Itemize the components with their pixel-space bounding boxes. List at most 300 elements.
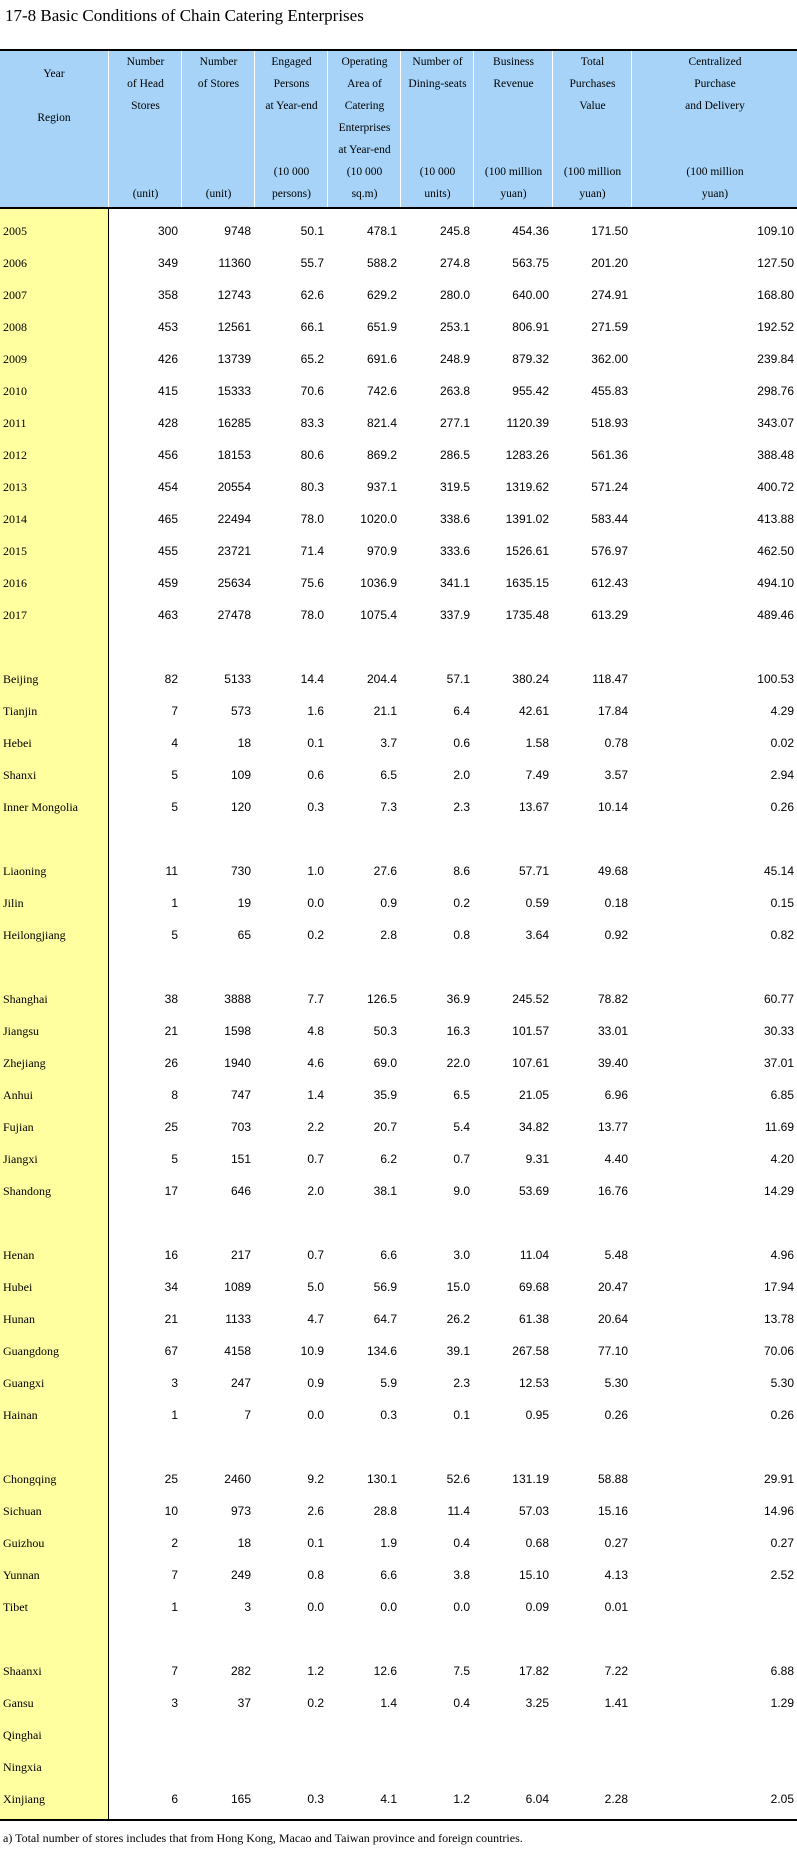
table-cell: 101.57: [512, 1024, 549, 1038]
table-cell: 453: [157, 320, 178, 334]
table-cell: 691.6: [366, 352, 397, 366]
header-col-unit-line: (10 000: [346, 166, 383, 178]
table-cell: 107.61: [512, 1056, 549, 1070]
table-row: [0, 1559, 797, 1591]
table-cell: 456: [157, 448, 178, 462]
table-cell: 955.42: [512, 384, 549, 398]
header-region-cell: [0, 51, 108, 207]
table-cell: 0.26: [770, 800, 794, 814]
table-row: [0, 1111, 797, 1143]
header-col-4: [327, 51, 401, 207]
table-body: [0, 209, 797, 1819]
table-cell: 26.2: [446, 1312, 470, 1326]
table-cell: 1.6: [307, 704, 324, 718]
table-cell: 6.88: [770, 1664, 794, 1678]
table-cell: 37: [237, 1696, 251, 1710]
header-col-title-line: Operating: [341, 56, 388, 68]
table-cell: 38: [164, 992, 178, 1006]
table-cell: 78.0: [300, 512, 324, 526]
table-cell: 338.6: [439, 512, 470, 526]
row-label: Beijing: [3, 672, 39, 686]
table-cell: 134.6: [366, 1344, 397, 1358]
table-cell: 80.3: [300, 480, 324, 494]
table-cell: [254, 1719, 324, 1751]
table-cell: [552, 1719, 628, 1751]
table-cell: 22.0: [446, 1056, 470, 1070]
row-label: Hunan: [3, 1312, 35, 1326]
table-cell: 249: [230, 1568, 251, 1582]
table-cell: 50.1: [300, 224, 324, 238]
table-cell: 11: [165, 864, 178, 878]
header-col-1: [108, 51, 182, 207]
table-cell: [327, 1719, 397, 1751]
header-col-unit-line: (100 million: [686, 166, 744, 178]
table-cell: 478.1: [366, 224, 397, 238]
table-cell: 33.01: [597, 1024, 628, 1038]
table-cell: [181, 1719, 251, 1751]
table-cell: 14.96: [763, 1504, 794, 1518]
row-label: Liaoning: [3, 864, 47, 878]
table-cell: 4.40: [604, 1152, 628, 1166]
row-label: Shanghai: [3, 992, 48, 1006]
table-cell: 742.6: [366, 384, 397, 398]
header-col-title-line: Value: [579, 100, 606, 112]
table-cell: 20.7: [373, 1120, 397, 1134]
table-cell: 1.2: [307, 1664, 324, 1678]
header-col-unit-line: yuan): [500, 188, 527, 200]
table-cell: 1.41: [604, 1696, 628, 1710]
row-label: 2013: [3, 480, 27, 494]
header-col-unit-line: yuan): [701, 188, 729, 200]
table-cell: 50.3: [373, 1024, 397, 1038]
table-cell: 60.77: [763, 992, 794, 1006]
table-cell: 27478: [217, 608, 251, 622]
table-cell: 69.68: [518, 1280, 549, 1294]
header-col-title: [255, 51, 328, 117]
table-cell: 1319.62: [505, 480, 549, 494]
table-cell: 4: [171, 736, 178, 750]
table-cell: 576.97: [591, 544, 628, 558]
table-row: [0, 855, 797, 887]
row-label: 2016: [3, 576, 27, 590]
table-cell: 7: [171, 1664, 178, 1678]
header-col-unit-line: units): [424, 188, 451, 200]
row-label: Jilin: [3, 896, 24, 910]
table-cell: 8.6: [453, 864, 470, 878]
table-cell: 4.13: [604, 1568, 628, 1582]
table-cell: 204.4: [366, 672, 397, 686]
table-cell: 49.68: [597, 864, 628, 878]
table-cell: 18: [237, 736, 251, 750]
table-cell: 0.1: [453, 1408, 470, 1422]
table-cell: 337.9: [439, 608, 470, 622]
table-cell: [181, 1751, 251, 1783]
table-cell: 6.2: [380, 1152, 397, 1166]
table-cell: 35.9: [373, 1088, 397, 1102]
table-cell: 1635.15: [505, 576, 549, 590]
table-cell: 42.61: [518, 704, 549, 718]
table-cell: 5: [171, 1152, 178, 1166]
table-cell: 2.3: [453, 1376, 470, 1390]
table-cell: 0.78: [604, 736, 628, 750]
table-row: [0, 1047, 797, 1079]
table-cell: 28.8: [373, 1504, 397, 1518]
header-col-title-line: and Delivery: [685, 100, 745, 112]
table-cell: 6.04: [525, 1792, 549, 1806]
table-cell: 15.16: [597, 1504, 628, 1518]
table-cell: 1391.02: [505, 512, 549, 526]
table-cell: 455: [157, 544, 178, 558]
table-cell: 65.2: [300, 352, 324, 366]
table-cell: 25634: [217, 576, 251, 590]
header-col-unit: [255, 161, 328, 205]
header-col-title-line: Stores: [131, 100, 160, 112]
table-cell: 388.48: [757, 448, 794, 462]
table-row: [0, 1079, 797, 1111]
table-cell: 70.6: [300, 384, 324, 398]
table-cell: 0.7: [307, 1248, 324, 1262]
row-label: Tibet: [3, 1600, 28, 1614]
table-cell: 13.78: [763, 1312, 794, 1326]
header-col-title-line: Engaged: [271, 56, 312, 68]
table-cell: 3: [244, 1600, 251, 1614]
row-label: Hubei: [3, 1280, 33, 1294]
table-cell: 263.8: [439, 384, 470, 398]
table-cell: 494.10: [757, 576, 794, 590]
table-cell: 0.1: [307, 736, 324, 750]
table-cell: 17.94: [763, 1280, 794, 1294]
table-row: [0, 1495, 797, 1527]
table-cell: 247: [230, 1376, 251, 1390]
table-cell: 362.00: [591, 352, 628, 366]
table-cell: 462.50: [757, 544, 794, 558]
table-cell: [400, 1719, 470, 1751]
table-row: [0, 471, 797, 503]
table-cell: 2.0: [453, 768, 470, 782]
table-cell: 869.2: [366, 448, 397, 462]
table-cell: 4158: [224, 1344, 251, 1358]
table-cell: 192.52: [757, 320, 794, 334]
table-cell: 1.0: [307, 864, 324, 878]
table-cell: 5.9: [380, 1376, 397, 1390]
table-cell: 7.5: [453, 1664, 470, 1678]
table-cell: 0.15: [770, 896, 794, 910]
table-cell: 78.0: [300, 608, 324, 622]
table-cell: 52.6: [446, 1472, 470, 1486]
table-cell: 245.52: [512, 992, 549, 1006]
table-cell: 12.6: [373, 1664, 397, 1678]
table-cell: 0.3: [307, 1792, 324, 1806]
table-cell: 36.9: [446, 992, 470, 1006]
table-cell: 0.9: [380, 896, 397, 910]
table-cell: 5.30: [604, 1376, 628, 1390]
row-label: 2012: [3, 448, 27, 462]
table-row: [0, 1367, 797, 1399]
table-cell: 13.67: [518, 800, 549, 814]
footnote: a) Total number of stores includes that from Hong Kong, Macao and Taiwan province and foreign countries.: [3, 1831, 523, 1845]
table-cell: [327, 1751, 397, 1783]
table-cell: 343.07: [757, 416, 794, 430]
table-cell: 29.91: [763, 1472, 794, 1486]
table-cell: 428: [157, 416, 178, 430]
row-label: Guangxi: [3, 1376, 45, 1390]
table-cell: 937.1: [366, 480, 397, 494]
table-cell: 7: [244, 1408, 251, 1422]
table-cell: 1133: [225, 1312, 251, 1326]
table-row: [0, 791, 797, 823]
header-col-8: [631, 51, 797, 207]
header-col-unit-line: (100 million: [484, 166, 543, 178]
table-cell: 6: [171, 1792, 178, 1806]
table-cell: 6.4: [453, 704, 470, 718]
row-label: 2014: [3, 512, 27, 526]
header-col-title: [182, 51, 255, 95]
table-cell: 629.2: [366, 288, 397, 302]
header-col-unit: [474, 161, 553, 205]
table-cell: 17: [164, 1184, 178, 1198]
table-cell: 2.28: [604, 1792, 628, 1806]
table-cell: 17.84: [597, 704, 628, 718]
table-row: [0, 311, 797, 343]
table-cell: 973: [230, 1504, 251, 1518]
table-cell: 1.58: [525, 736, 549, 750]
row-label: Fujian: [3, 1120, 34, 1134]
header-col-title-line: Catering: [344, 100, 385, 112]
table-cell: 130.1: [366, 1472, 397, 1486]
table-cell: 571.24: [591, 480, 628, 494]
header-col-title-line: Number: [199, 56, 238, 68]
table-cell: 640.00: [512, 288, 549, 302]
table-cell: 16.76: [597, 1184, 628, 1198]
table-cell: 612.43: [591, 576, 628, 590]
table-cell: 7.3: [380, 800, 397, 814]
table-cell: 413.88: [757, 512, 794, 526]
table-row: [0, 535, 797, 567]
table-row: [0, 1719, 797, 1751]
table-cell: 588.2: [366, 256, 397, 270]
table-cell: 39.40: [597, 1056, 628, 1070]
table-cell: 561.36: [591, 448, 628, 462]
table-cell: 57.1: [446, 672, 470, 686]
table-cell: 6.5: [380, 768, 397, 782]
table-row: [0, 727, 797, 759]
row-label: 2006: [3, 256, 27, 270]
table-cell: 459: [157, 576, 178, 590]
table-cell: 25: [164, 1120, 178, 1134]
table-cell: 21: [164, 1312, 178, 1326]
header-col-title-line: Total: [580, 56, 605, 68]
table-row: [0, 343, 797, 375]
table-cell: 18: [237, 1536, 251, 1550]
table-cell: 66.1: [300, 320, 324, 334]
table-cell: 13.77: [597, 1120, 628, 1134]
header-col-unit-line: (unit): [132, 188, 159, 200]
table-cell: 1.2: [453, 1792, 470, 1806]
table-cell: 286.5: [439, 448, 470, 462]
row-label: Anhui: [3, 1088, 33, 1102]
table-cell: 879.32: [512, 352, 549, 366]
header-col-unit: [109, 183, 182, 205]
table-cell: 56.9: [373, 1280, 397, 1294]
table-row: [0, 1271, 797, 1303]
table-row: [0, 1527, 797, 1559]
table-cell: 22494: [217, 512, 251, 526]
table-cell: 1940: [224, 1056, 251, 1070]
table-cell: 23721: [217, 544, 251, 558]
table-cell: 12.53: [518, 1376, 549, 1390]
table-cell: 274.91: [591, 288, 628, 302]
row-label: Guangdong: [3, 1344, 59, 1358]
table-cell: 1283.26: [505, 448, 549, 462]
table-cell: 55.7: [300, 256, 324, 270]
table-cell: 18153: [217, 448, 251, 462]
table-cell: 400.72: [757, 480, 794, 494]
table-cell: 0.68: [525, 1536, 549, 1550]
table-cell: 9.2: [307, 1472, 324, 1486]
table-cell: 7.7: [307, 992, 324, 1006]
table-cell: 39.1: [446, 1344, 470, 1358]
row-label: 2017: [3, 608, 27, 622]
table-cell: 277.1: [439, 416, 470, 430]
row-label: 2011: [3, 416, 27, 430]
table-cell: 127.50: [757, 256, 794, 270]
row-label: 2005: [3, 224, 27, 238]
table-cell: 280.0: [439, 288, 470, 302]
header-col-title: [328, 51, 401, 161]
table-cell: 0.26: [604, 1408, 628, 1422]
table-cell: 1: [171, 896, 178, 910]
table-cell: 126.5: [366, 992, 397, 1006]
row-label: Yunnan: [3, 1568, 40, 1582]
table-cell: 58.88: [597, 1472, 628, 1486]
table-cell: 0.2: [307, 1696, 324, 1710]
table-cell: 245.8: [439, 224, 470, 238]
table-cell: 4.6: [307, 1056, 324, 1070]
row-label: Sichuan: [3, 1504, 42, 1518]
table-cell: 11.4: [447, 1504, 470, 1518]
table-row: [0, 1751, 797, 1783]
header-col-title-line: Enterprises: [338, 122, 391, 134]
table-cell: 0.4: [453, 1696, 470, 1710]
table-cell: 333.6: [439, 544, 470, 558]
header-region-line: [0, 85, 108, 107]
table-cell: 5: [171, 800, 178, 814]
table-cell: 0.0: [380, 1600, 397, 1614]
header-col-unit: [182, 183, 255, 205]
table-cell: 5: [171, 768, 178, 782]
table-cell: 0.3: [307, 800, 324, 814]
header-col-5: [400, 51, 474, 207]
table-cell: 10.14: [597, 800, 628, 814]
table-cell: 465: [157, 512, 178, 526]
table-cell: 2.8: [380, 928, 397, 942]
table-cell: 5.48: [604, 1248, 628, 1262]
table-cell: 8: [171, 1088, 178, 1102]
table-cell: 455.83: [591, 384, 628, 398]
table-cell: 67: [164, 1344, 178, 1358]
table-row: [0, 919, 797, 951]
row-label: 2015: [3, 544, 27, 558]
header-col-unit-line: sq.m): [351, 188, 378, 200]
header-col-title-line: Revenue: [493, 78, 534, 90]
table-cell: 217: [230, 1248, 251, 1262]
table-cell: 1598: [224, 1024, 251, 1038]
table-cell: 70.06: [763, 1344, 794, 1358]
row-label: Guizhou: [3, 1536, 45, 1550]
table-cell: 0.8: [307, 1568, 324, 1582]
table-cell: 0.6: [307, 768, 324, 782]
table-cell: 1120.39: [506, 416, 549, 430]
table-cell: 1735.48: [505, 608, 549, 622]
table-cell: 16: [164, 1248, 178, 1262]
table-cell: 65: [237, 928, 251, 942]
header-col-title-line: of Head: [127, 78, 164, 90]
header-region-line: Region: [37, 112, 71, 124]
table-cell: 118.47: [592, 672, 628, 686]
table-cell: 21: [164, 1024, 178, 1038]
table-cell: 10.9: [300, 1344, 324, 1358]
header-col-unit-line: (100 million: [563, 166, 622, 178]
table-cell: 3: [171, 1696, 178, 1710]
table-cell: 7.49: [525, 768, 549, 782]
header-col-title: [632, 51, 797, 117]
table-cell: 415: [157, 384, 178, 398]
table-cell: 2.2: [307, 1120, 324, 1134]
table-cell: 1036.9: [360, 576, 397, 590]
table-cell: [254, 1751, 324, 1783]
table-cell: [108, 1719, 178, 1751]
row-label: Jiangsu: [3, 1024, 39, 1038]
table-cell: [473, 1719, 549, 1751]
table-cell: 20.47: [597, 1280, 628, 1294]
table-cell: 573: [230, 704, 251, 718]
table-cell: 2.52: [770, 1568, 794, 1582]
header-col-title-line: at Year-end: [265, 100, 318, 112]
table-cell: 3888: [224, 992, 251, 1006]
table-cell: 747: [230, 1088, 251, 1102]
header-col-unit-line: persons): [272, 188, 311, 200]
header-col-title-line: Number: [126, 56, 165, 68]
table-cell: 341.1: [439, 576, 470, 590]
table-cell: 518.93: [591, 416, 628, 430]
table-cell: 3: [171, 1376, 178, 1390]
table-cell: [552, 1751, 628, 1783]
table-row: [0, 759, 797, 791]
table-cell: 7: [171, 1568, 178, 1582]
row-label: 2007: [3, 288, 27, 302]
table-row: [0, 1239, 797, 1271]
table-cell: 1075.4: [360, 608, 397, 622]
header-col-title: [109, 51, 182, 117]
table-cell: 454: [157, 480, 178, 494]
table-cell: [631, 1591, 794, 1623]
row-label: Gansu: [3, 1696, 34, 1710]
table-cell: 109.10: [757, 224, 794, 238]
table-cell: 4.96: [770, 1248, 794, 1262]
table-cell: 646: [230, 1184, 251, 1198]
table-cell: 0.9: [307, 1376, 324, 1390]
table-cell: 3.0: [453, 1248, 470, 1262]
row-label: Tianjin: [3, 704, 38, 718]
table-cell: 5.0: [307, 1280, 324, 1294]
table-cell: 168.80: [757, 288, 794, 302]
header-col-unit-line: (unit): [205, 188, 232, 200]
table-cell: 37.01: [763, 1056, 794, 1070]
table-cell: 489.46: [757, 608, 794, 622]
table-cell: 282: [230, 1664, 251, 1678]
table-cell: 583.44: [591, 512, 628, 526]
table-row: [0, 567, 797, 599]
